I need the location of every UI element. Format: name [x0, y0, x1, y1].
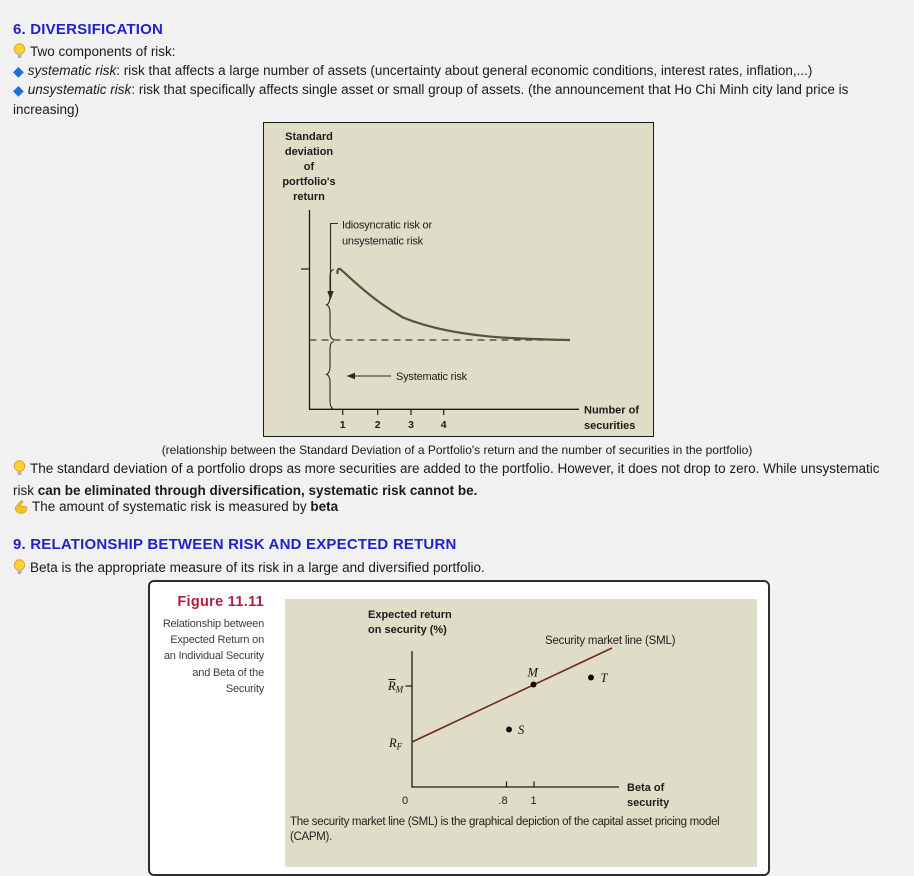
fig1-xtick-label-4: 4 [440, 419, 447, 431]
figure-diversification [263, 122, 654, 437]
fig2-chart-panel [285, 599, 757, 867]
section-6-heading: 6. DIVERSIFICATION [13, 21, 164, 38]
diamond-bullet-icon: ◆ [13, 63, 24, 79]
beta-measured-bold: beta [310, 499, 339, 514]
fig2-xlabel-line1: Beta of [627, 782, 665, 794]
fig2-caption-line1: The security market line (SML) is the graphical depiction of the capital asset pricing model [290, 816, 720, 828]
fig2-point-s [506, 727, 512, 733]
fig1-ylabel-line3: of [303, 161, 315, 173]
systematic-risk-term: systematic risk [27, 63, 117, 78]
fig1-xlabel-line1: Number of [584, 404, 639, 417]
fig2-subtitle-line1: Relationship between [162, 618, 264, 630]
fig1-ylabel-line5: return [293, 191, 325, 203]
stddev-paragraph [13, 459, 897, 500]
fig1-ylabel-line2: deviation [284, 146, 334, 158]
fig2-xtick-label-1: 1 [530, 795, 537, 807]
fig1-ylabel-line4: portfolio's [282, 176, 336, 188]
fig1-idio-label-line2: unsystematic risk [342, 235, 423, 248]
unsystematic-risk-line [13, 80, 897, 119]
section-9-heading: 9. RELATIONSHIP BETWEEN RISK AND EXPECTED RETURN [13, 536, 457, 553]
diversification-chart [264, 123, 653, 436]
fig1-xtick-label-2: 2 [374, 419, 381, 431]
fig1-stddev-curve [338, 269, 571, 340]
fig2-point-t-label: T [600, 671, 608, 685]
fig2-subtitle-line5: Security [225, 682, 264, 695]
fig2-point-s-label: S [518, 723, 525, 737]
fig2-rm-label: $R_M$ [388, 679, 404, 695]
fig1-systematic-label: Systematic risk [396, 371, 467, 383]
beta-measured-normal: The amount of systematic risk is measured by [32, 499, 311, 514]
lightbulb-icon [13, 460, 26, 481]
figure-11-11 [148, 580, 770, 876]
fig1-xtick-label-3: 3 [408, 419, 414, 431]
beta-measured-line [13, 497, 338, 519]
fig1-xtick-label-1: 1 [339, 419, 346, 431]
unsystematic-risk-term: unsystematic risk [27, 82, 132, 97]
stddev-text-bold: can be eliminated through diversification, systematic risk cannot be. [37, 483, 478, 498]
fig2-axes [412, 651, 619, 787]
fig1-idio-arrow-line [331, 224, 339, 293]
fig1-systematic-arrowhead [347, 373, 356, 379]
fig2-subtitle-line4: and Beta of the [192, 666, 264, 679]
systematic-risk-line [13, 61, 812, 81]
fig2-xlabel-line2: security [627, 797, 670, 809]
fig2-sml-label: Security market line (SML) [545, 635, 676, 647]
fig2-subtitle-line2: Expected Return on [170, 634, 264, 647]
stddev-text-normal: The standard deviation of a portfolio drops as more securities are added to the portfolio. However, it does not drop to zero. While unsystematic risk [13, 461, 880, 498]
lightbulb-icon [13, 559, 26, 580]
fig2-point-t [588, 675, 594, 681]
fig2-sml-line [412, 648, 612, 742]
fig2-rf-label: $R_F$ [389, 736, 403, 752]
beta-measure-text: Beta is the appropriate measure of its risk in a large and diversified portfolio. [30, 560, 485, 575]
diamond-bullet-icon: ◆ [13, 82, 24, 98]
pointing-hand-icon [13, 500, 28, 519]
fig2-subtitle-line3: an Individual Security [163, 650, 264, 663]
fig2-point-m-label: M [527, 665, 538, 680]
fig1-systematic-brace [327, 342, 334, 410]
risk-components-text: Two components of risk: [30, 44, 176, 59]
fig1-idio-arrowhead [327, 291, 333, 300]
fig2-point-m [531, 682, 537, 688]
fig2-title-block [152, 594, 264, 697]
fig1-idio-label-line1: Idiosyncratic risk or [342, 219, 432, 232]
fig2-caption [290, 815, 755, 845]
fig2-caption-line2: (CAPM). [290, 831, 332, 843]
systematic-risk-definition: : risk that affects a large number of assets (uncertainty about general economic conditions, interest rates, inflation,...) [116, 63, 813, 78]
fig2-xtick-label-08: .8 [498, 795, 508, 807]
fig1-xlabel-line2: securities [584, 420, 636, 432]
sml-chart [285, 599, 757, 809]
fig2-title: Figure 11.11 [177, 594, 264, 610]
beta-measure-line [13, 558, 485, 580]
fig1-caption: (relationship between the Standard Deviation of a Portfolio's return and the number of securities in the portfolio) [161, 443, 753, 457]
unsystematic-risk-definition: : risk that specifically affects single asset or small group of assets. (the announcement that Ho Chi Minh city land price is increasing) [13, 82, 849, 117]
fig2-ylabel-line1: Expected return [368, 609, 452, 621]
fig2-xtick-label-0: 0 [401, 795, 409, 807]
fig1-ylabel-line1: Standard [285, 131, 333, 143]
fig2-ylabel-line2: on security (%) [368, 624, 447, 636]
